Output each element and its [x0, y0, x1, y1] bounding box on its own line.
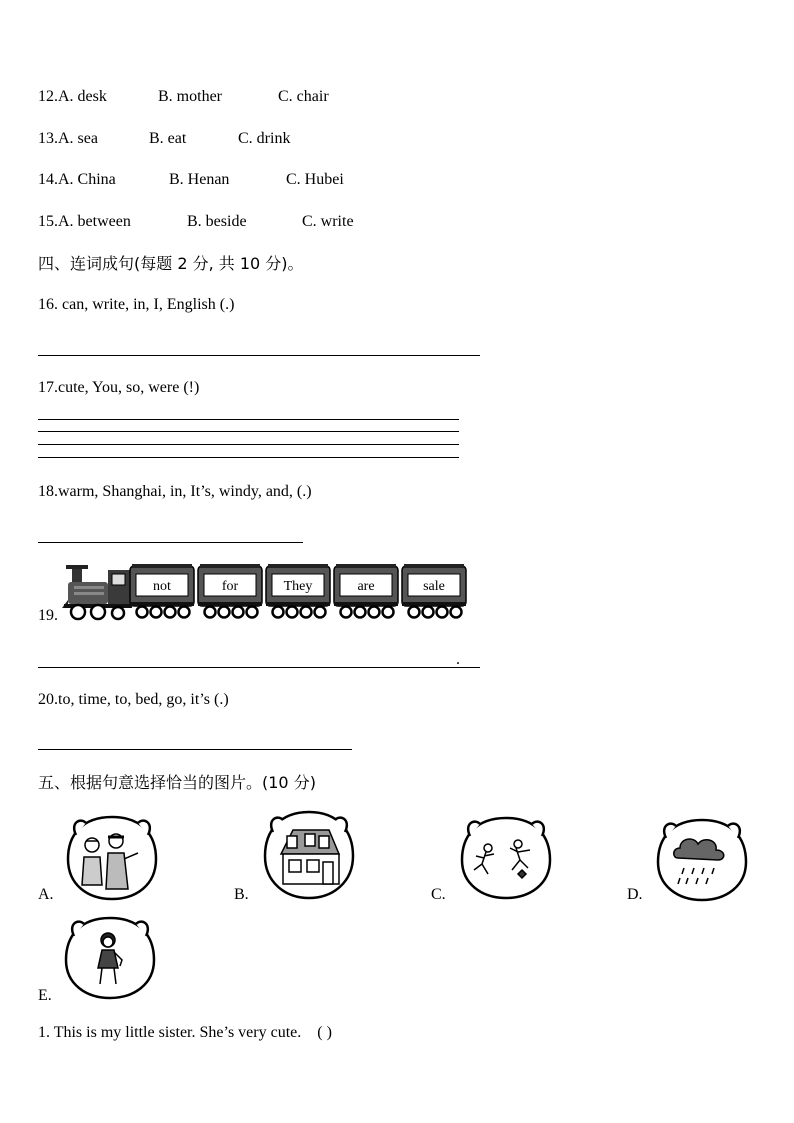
- section-5-question-1: [38, 1023, 332, 1043]
- option-a: A. sea: [58, 130, 98, 147]
- wagon-5: [402, 564, 466, 618]
- question-16: 16. can, write, in, I, English (.): [38, 296, 235, 313]
- question-12: [38, 87, 329, 107]
- answer-line-16[interactable]: [38, 355, 480, 356]
- wagon-word: They: [283, 579, 313, 594]
- picture-c-kids: [456, 814, 556, 902]
- option-c: C. write: [302, 213, 354, 230]
- train-wagons: [130, 564, 466, 618]
- label-e: E.: [38, 987, 52, 1004]
- question-text: 1. This is my little sister. She’s very cute.: [38, 1024, 302, 1041]
- answer-line-17: [38, 444, 459, 445]
- answer-line-19[interactable]: [38, 667, 480, 668]
- option-a: A. between: [58, 213, 131, 230]
- wagon-word: not: [153, 579, 171, 594]
- locomotive-icon: [62, 565, 132, 619]
- answer-blank[interactable]: ( ): [317, 1024, 332, 1041]
- question-17: 17.cute, You, so, were (!): [38, 379, 200, 396]
- wagon-word: for: [221, 579, 239, 594]
- question-18: 18.warm, Shanghai, in, It’s, windy, and, (.): [38, 483, 312, 500]
- house-icon: [281, 830, 339, 884]
- question-number: 12.: [38, 88, 58, 105]
- label-b: B.: [234, 886, 249, 903]
- question-13: [38, 129, 290, 149]
- answer-line-18[interactable]: [38, 542, 303, 543]
- option-b: B. Henan: [169, 171, 230, 188]
- option-b: B. mother: [158, 88, 222, 105]
- wagon-word: are: [357, 579, 375, 594]
- label-c: C.: [431, 886, 446, 903]
- question-19-number: 19.: [38, 607, 58, 624]
- section-4-heading: 四、连词成句(每题 2 分, 共 10 分)。: [38, 254, 304, 273]
- answer-line-17[interactable]: [38, 419, 459, 420]
- question-20: 20.to, time, to, bed, go, it’s (.): [38, 691, 229, 708]
- option-a: A. China: [58, 171, 116, 188]
- train-picture: [60, 562, 470, 624]
- picture-b-house: [259, 808, 359, 902]
- answer-line-17: [38, 431, 459, 432]
- label-d: D.: [627, 886, 643, 903]
- answer-line-20[interactable]: [38, 749, 352, 750]
- option-b: B. beside: [187, 213, 247, 230]
- option-c: C. drink: [238, 130, 291, 147]
- wagon-word: sale: [423, 579, 445, 594]
- question-number: 13.: [38, 130, 58, 147]
- answer-period-19: .: [456, 651, 460, 668]
- question-15: [38, 212, 354, 232]
- wagon-3: [266, 564, 330, 618]
- option-b: B. eat: [149, 130, 187, 147]
- wagon-2: [198, 564, 262, 618]
- option-c: C. chair: [278, 88, 329, 105]
- picture-e-girl: [60, 914, 160, 1002]
- answer-line-17: [38, 457, 459, 458]
- option-a: A. desk: [58, 88, 107, 105]
- picture-d-rain: [652, 816, 752, 904]
- question-number: 15.: [38, 213, 58, 230]
- wagon-4: [334, 564, 398, 618]
- label-a: A.: [38, 886, 54, 903]
- question-number: 14.: [38, 171, 58, 188]
- wagon-1: [130, 564, 194, 618]
- option-c: C. Hubei: [286, 171, 344, 188]
- question-14: [38, 170, 344, 190]
- picture-a-couple: [62, 813, 162, 903]
- section-5-heading: 五、根据句意选择恰当的图片。(10 分): [38, 773, 316, 792]
